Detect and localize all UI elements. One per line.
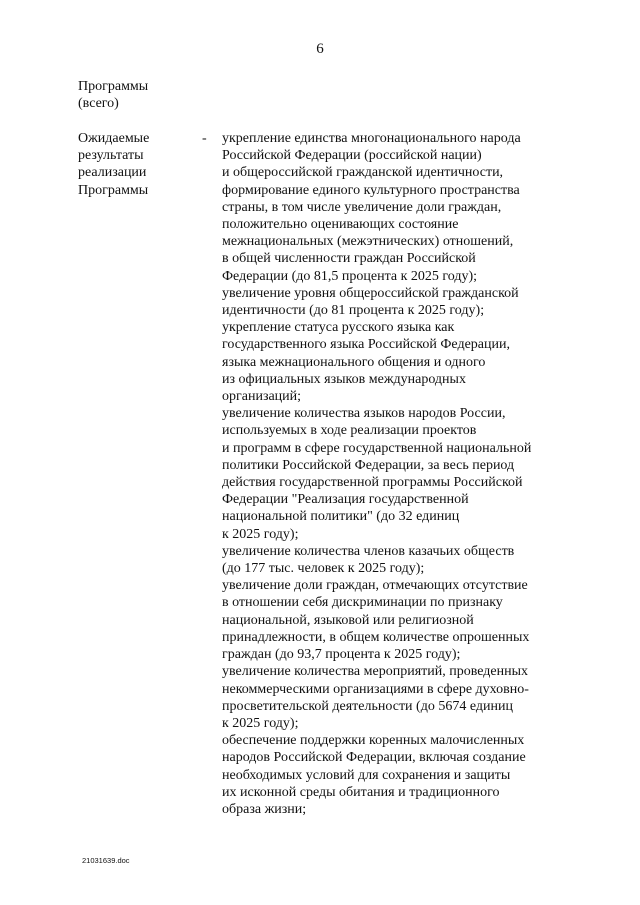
result-text-line: к 2025 году); xyxy=(222,715,299,731)
result-text-line: Российской Федерации (российской нации) xyxy=(222,148,482,164)
result-text-line: их исконной среды обитания и традиционного xyxy=(222,784,500,800)
result-text-line: граждан (до 93,7 процента к 2025 году); xyxy=(222,647,461,663)
result-text-line: формирование единого культурного пространства xyxy=(222,182,520,198)
result-text-line: обеспечение поддержки коренных малочисленных xyxy=(222,733,525,749)
result-text-line: и программ в сфере государственной национальной xyxy=(222,440,532,456)
result-text-line: государственного языка Российской Федерации, xyxy=(222,337,510,353)
label-line: Программы xyxy=(78,182,149,198)
result-text-line: организаций; xyxy=(222,389,302,405)
result-text-line: укрепление статуса русского языка как xyxy=(222,320,455,336)
result-text-line: национальной, языковой или религиозной xyxy=(222,612,474,628)
result-text-line: увеличение количества мероприятий, проведенных xyxy=(222,664,529,680)
result-text-line: идентичности (до 81 процента к 2025 году); xyxy=(222,303,485,319)
label-line: реализации xyxy=(78,165,147,181)
result-text-line: к 2025 году); xyxy=(222,526,299,542)
result-text-line: укрепление единства многонационального народа xyxy=(222,131,521,146)
result-text-line: увеличение доли граждан, отмечающих отсутствие xyxy=(222,578,528,594)
result-text-line: в отношении себя дискриминации по признаку xyxy=(222,595,503,611)
result-text-line: (до 177 тыс. человек к 2025 году); xyxy=(222,561,425,577)
result-text-line: и общероссийской гражданской идентичности, xyxy=(222,165,504,181)
expected-results-text xyxy=(222,130,572,818)
result-text-line: Федерации "Реализация государственной xyxy=(222,492,469,508)
result-text-line: политики Российской Федерации, за весь период xyxy=(222,457,515,473)
result-text-line: увеличение уровня общероссийской гражданской xyxy=(222,285,519,301)
result-text-line: языка межнационального общения и одного xyxy=(222,354,486,370)
label-separator-dash: - xyxy=(202,131,207,146)
result-text-line: принадлежности, в общем количестве опрошенных xyxy=(222,629,530,645)
result-text-line: используемых в ходе реализации проектов xyxy=(222,423,477,439)
result-text-line: Федерации (до 81,5 процента к 2025 году); xyxy=(222,268,478,284)
result-text-line: действия государственной программы Российской xyxy=(222,475,523,491)
label-line: результаты xyxy=(78,148,144,164)
expected-results-label xyxy=(78,130,198,199)
label-line: Ожидаемые xyxy=(78,131,150,146)
result-text-line: положительно оценивающих состояние xyxy=(222,217,459,233)
programs-label xyxy=(78,78,198,112)
result-text-line: образа жизни; xyxy=(222,801,307,817)
result-text-line: просветительской деятельности (до 5674 единиц xyxy=(222,698,513,714)
result-text-line: страны, в том числе увеличение доли граждан, xyxy=(222,199,502,215)
result-text-line: межнациональных (межэтнических) отношений, xyxy=(222,234,514,250)
result-text-line: увеличение количества членов казачьих обществ xyxy=(222,543,515,559)
result-text-line: национальной политики" (до 32 единиц xyxy=(222,509,460,525)
label-line: (всего) xyxy=(78,96,119,112)
page-number: 6 xyxy=(316,41,324,57)
label-line: Программы xyxy=(78,79,149,94)
result-text-line: необходимых условий для сохранения и защиты xyxy=(222,767,511,783)
document-code: 21031639.doc xyxy=(82,856,130,865)
result-text-line: народов Российской Федерации, включая создание xyxy=(222,750,526,766)
result-text-line: увеличение количества языков народов России, xyxy=(222,406,506,422)
result-text-line: из официальных языков международных xyxy=(222,371,466,387)
result-text-line: некоммерческими организациями в сфере духовно- xyxy=(222,681,529,697)
result-text-line: в общей численности граждан Российской xyxy=(222,251,476,267)
